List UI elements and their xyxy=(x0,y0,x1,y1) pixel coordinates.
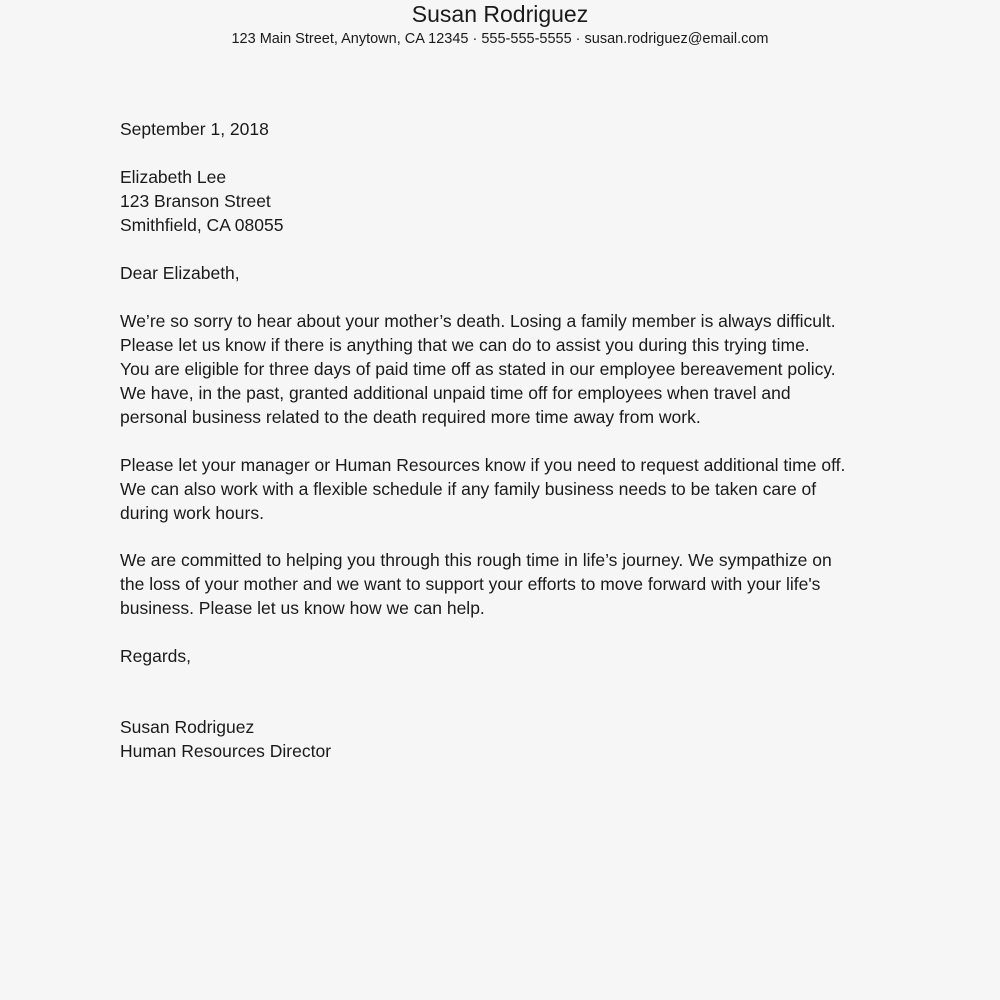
body-paragraph-1 xyxy=(120,309,890,429)
body-paragraph-3 xyxy=(120,548,890,620)
paragraph-line: personal business related to the death required more time away from work. xyxy=(120,407,701,427)
paragraph-line: the loss of your mother and we want to support your efforts to move forward with your life's xyxy=(120,574,821,594)
signature-title: Human Resources Director xyxy=(120,741,332,761)
recipient-name: Elizabeth Lee xyxy=(120,167,227,187)
letter-date: September 1, 2018 xyxy=(120,119,269,139)
signature-block xyxy=(120,715,890,763)
paragraph-line: during work hours. xyxy=(120,503,264,523)
paragraph-line: We’re so sorry to hear about your mother’s death. Losing a family member is always difficult. xyxy=(120,311,836,331)
paragraph-line: Please let your manager or Human Resources know if you need to request additional time off. xyxy=(120,455,846,475)
paragraph-line: Please let us know if there is anything that we can do to assist you during this trying time. xyxy=(120,335,810,355)
salutation: Dear Elizabeth, xyxy=(120,263,240,283)
signature-name: Susan Rodriguez xyxy=(120,717,255,737)
paragraph-line: We have, in the past, granted additional unpaid time off for employees when travel and xyxy=(120,383,791,403)
recipient-city-state-zip: Smithfield, CA 08055 xyxy=(120,215,284,235)
sender-contact-line: 123 Main Street, Anytown, CA 12345 · 555-555-5555 · susan.rodriguez@email.com xyxy=(231,31,769,47)
body-paragraph-2 xyxy=(120,453,890,525)
sender-name: Susan Rodriguez xyxy=(411,1,589,27)
paragraph-line: We can also work with a flexible schedule if any family business needs to be taken care of xyxy=(120,479,817,499)
closing: Regards, xyxy=(120,646,192,666)
paragraph-line: You are eligible for three days of paid time off as stated in our employee bereavement policy. xyxy=(120,359,836,379)
recipient-street: 123 Branson Street xyxy=(120,191,271,211)
paragraph-line: business. Please let us know how we can help. xyxy=(120,598,485,618)
paragraph-line: We are committed to helping you through this rough time in life’s journey. We sympathize on xyxy=(120,550,832,570)
recipient-address-block xyxy=(120,165,890,237)
